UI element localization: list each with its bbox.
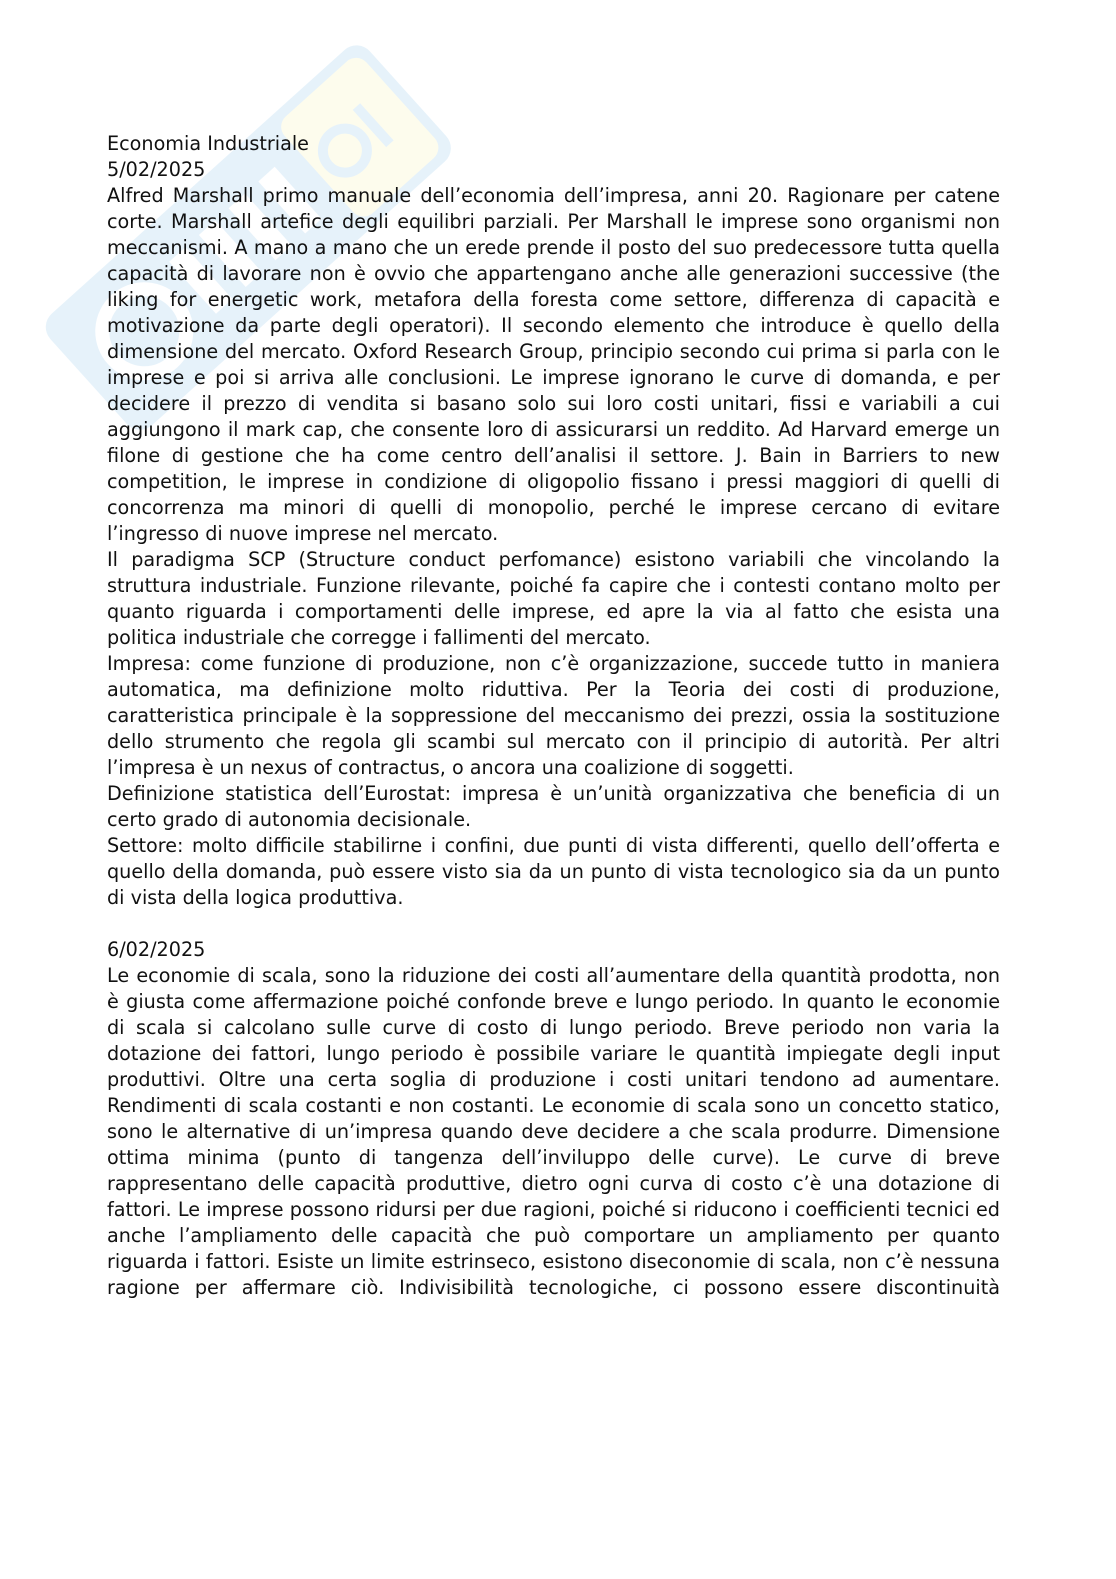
document-body <box>107 131 1000 1301</box>
section-date: 5/02/2025 <box>107 158 206 181</box>
paragraph: Le economie di scala, sono la riduzione dei costi all’aumentare della quantità prodotta, non è giusta come affermazione poiché confonde breve e lungo periodo. In quanto le economie di scala si calcolano sulle curve di costo di lungo periodo. Breve periodo non varia la dotazione dei fattori, lungo periodo è possibile variare le quantità impiegate degli input produttivi. Oltre una certa soglia di produzione i costi unitari tendono ad aumentare. Rendimenti di scala costanti e non costanti. Le economie di scala sono un concetto statico, sono le alternative di un’impresa quando deve decidere a che scala produrre. Dimensione ottima minima (punto di tangenza dell’inviluppo delle curve). Le curve di breve rappresentano delle capacità produttive, dietro ogni curva di costo c’è una dotazione di fattori. Le imprese possono ridursi per due ragioni, poiché si riducono i coefficienti tecnici ed anche l’ampliamento delle capacità che può comportare un ampliamento per quanto riguarda i fattori. Esiste un limite estrinseco, esistono diseconomie di scala, non c’è nessuna ragione per affermare ciò. Indivisibilità tecnologiche, ci possono essere discontinuità <box>107 964 1000 1299</box>
paragraph: Definizione statistica dell’Eurostat: impresa è un’unità organizzativa che beneficia di un certo grado di autonomia decisionale. <box>107 782 1000 831</box>
paragraph: Impresa: come funzione di produzione, non c’è organizzazione, succede tutto in maniera automatica, ma definizione molto riduttiva. Per la Teoria dei costi di produzione, caratteristica principale è la soppressione del meccanismo dei prezzi, ossia la sostituzione dello strumento che regola gli scambi sul mercato con il principio di autorità. Per altri l’impresa è un nexus of contractus, o ancora una coalizione di soggetti. <box>107 652 1000 779</box>
document-title: Economia Industriale <box>107 132 309 155</box>
paragraph: Il paradigma SCP (Structure conduct perfomance) esistono variabili che vincolando la struttura industriale. Funzione rilevante, poiché fa capire che i contesti contano molto per quanto riguarda i comportamenti delle imprese, ed apre la via al fatto che esista una politica industriale che corregge i fallimenti del mercato. <box>107 548 1000 649</box>
paragraph: Alfred Marshall primo manuale dell’economia dell’impresa, anni 20. Ragionare per catene corte. Marshall artefice degli equilibri parziali. Per Marshall le imprese sono organismi non meccanismi. A mano a mano che un erede prende il posto del suo predecessore tutta quella capacità di lavorare non è ovvio che appartengano anche alle generazioni successive (the liking for energetic work, metafora della foresta come settore, differenza di capacità e motivazione da parte degli operatori). Il secondo elemento che introduce è quello della dimensione del mercato. Oxford Research Group, principio secondo cui prima si parla con le imprese e poi si arriva alle conclusioni. Le imprese ignorano le curve di domanda, e per decidere il prezzo di vendita si basano solo sui loro costi unitari, fissi e variabili a cui aggiungono il mark cap, che consente loro di assicurarsi un reddito. Ad Harvard emerge un filone di gestione che ha come centro dell’analisi il settore. J. Bain in Barriers to new competition, le imprese in condizione di oligopolio fissano i pressi maggiori di quelli di concorrenza ma minori di quelli di monopolio, perché le imprese cercano di evitare l’ingresso di nuove imprese nel mercato. <box>107 184 1000 545</box>
section-date: 6/02/2025 <box>107 938 206 961</box>
paragraph: Settore: molto difficile stabilirne i confini, due punti di vista differenti, quello dell’offerta e quello della domanda, può essere visto sia da un punto di vista tecnologico sia da un punto di vista della logica produttiva. <box>107 834 1000 909</box>
section-spacer <box>107 911 1000 937</box>
